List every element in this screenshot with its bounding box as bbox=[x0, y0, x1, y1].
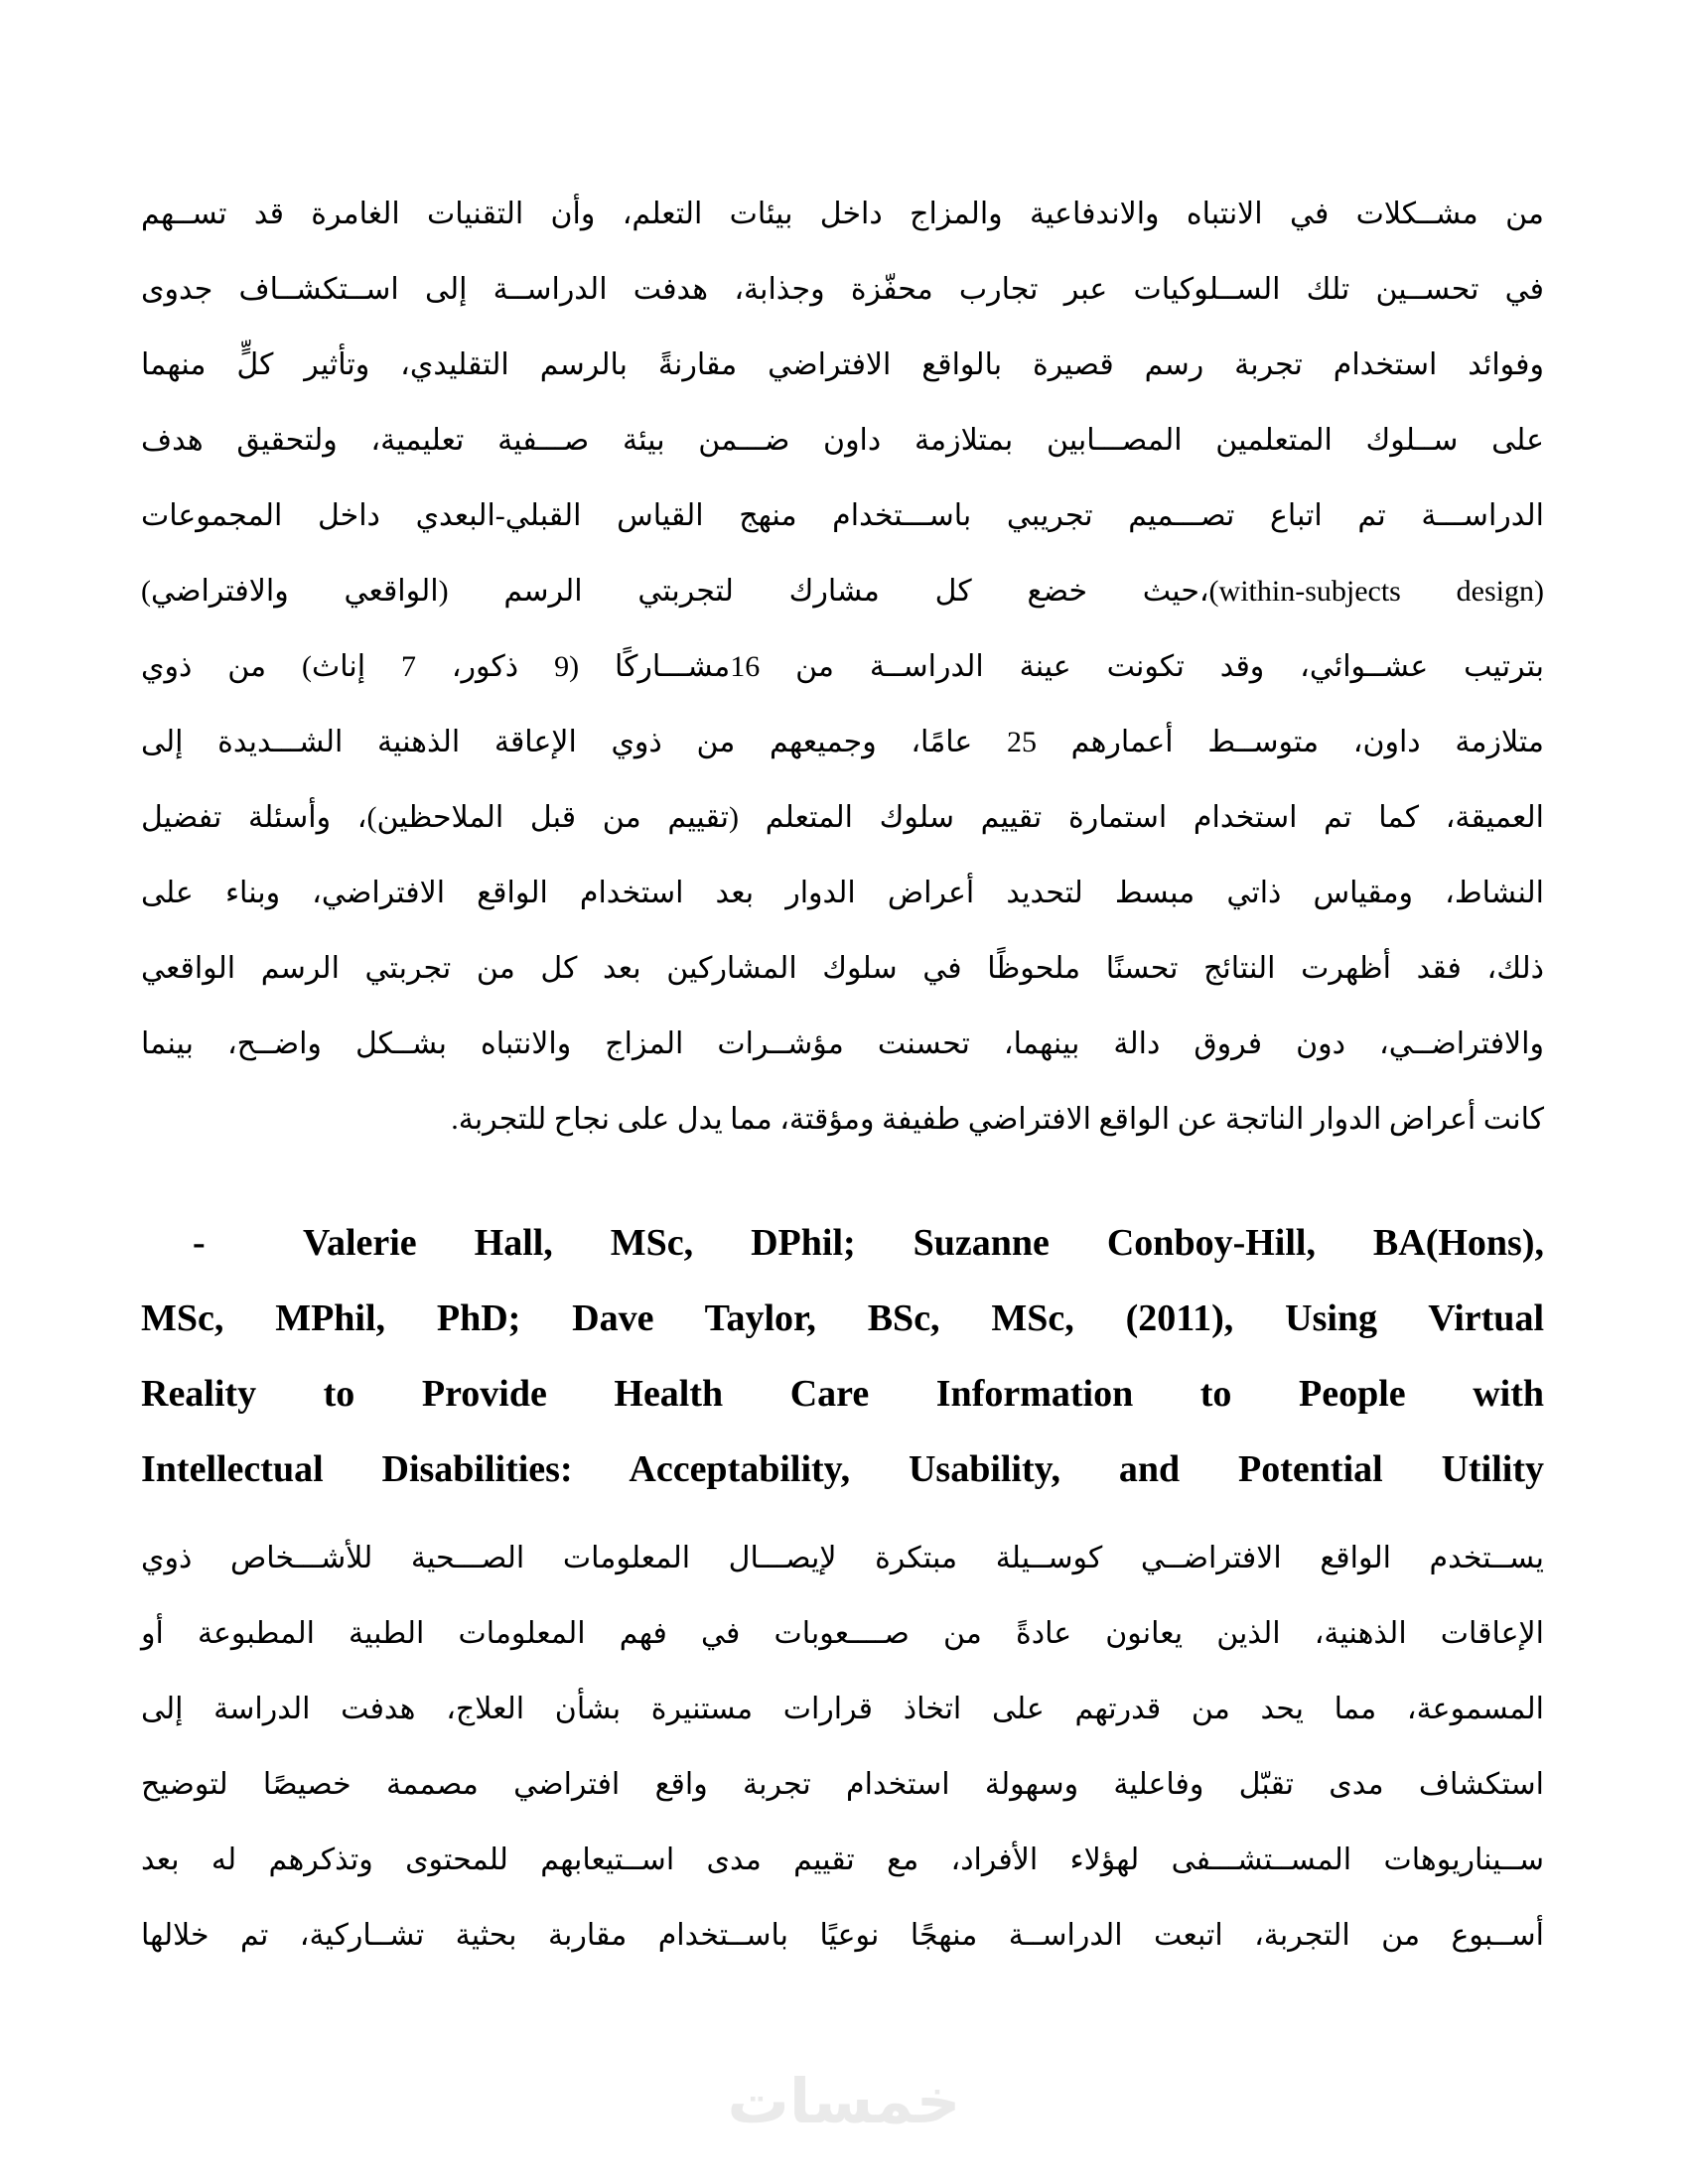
paragraph-line: العميقة، كما تم استخدام استمارة تقييم سلوك المتعلم (تقييم من قبل الملاحظين)، وأسئلة تفضيل bbox=[141, 801, 1544, 834]
citation-line: MSc, MPhil, PhD; Dave Taylor, BSc, MSc, (2011), Using Virtual bbox=[141, 1297, 1544, 1339]
paragraph-line: أســبوع من التجربة، اتبعت الدراســة منهجًا نوعيًا باســتخدام مقاربة بحثية تشــاركية، تم خلالها bbox=[141, 1919, 1544, 1952]
abstract-paragraph-2 bbox=[141, 1521, 1544, 1974]
paragraph-line: كانت أعراض الدوار الناتجة عن الواقع الافتراضي طفيفة ومؤقتة، مما يدل على نجاح للتجربة. bbox=[451, 1103, 1544, 1136]
khamsat-watermark: خمسات bbox=[727, 2065, 961, 2137]
paragraph-line: في تحســين تلك الســلوكيات عبر تجارب محفّزة وجذابة، هدفت الدراســة إلى اســتكشــاف جدوى bbox=[141, 273, 1544, 306]
paragraph-line-within-subjects: (within-subjects design)،حيث خضع كل مشارك لتجربتي الرسم (الواقعي والافتراضي) bbox=[141, 575, 1544, 608]
paragraph-line: بترتيب عشــوائي، وقد تكونت عينة الدراســة من 16مشـــاركًا (9 ذكور، 7 إناث) من ذوي bbox=[141, 650, 1544, 683]
citation-line: Reality to Provide Health Care Information to People with bbox=[141, 1373, 1544, 1415]
paragraph-line: الدراســـة تم اتباع تصـــميم تجريبي باســـتخدام منهج القياس القبلي-البعدي داخل المجموعات bbox=[141, 499, 1544, 532]
paragraph-line: ســيناريوهات المســتشـــفى لهؤلاء الأفراد، مع تقييم مدى اســتيعابهم للمحتوى وتذكرهم له بعد bbox=[141, 1843, 1544, 1876]
paragraph-line: النشاط، ومقياس ذاتي مبسط لتحديد أعراض الدوار بعد استخدام الواقع الافتراضي، وبناء على bbox=[141, 877, 1544, 909]
paragraph-line: من مشــكلات في الانتباه والاندفاعية والمزاج داخل بيئات التعلم، وأن التقنيات الغامرة قد تســهم bbox=[141, 198, 1544, 230]
paragraph-line: وفوائد استخدام تجربة رسم قصيرة بالواقع الافتراضي مقارنةً بالرسم التقليدي، وتأثير كلٍّ منهما bbox=[141, 348, 1544, 381]
citation-line: Intellectual Disabilities: Acceptability, Usability, and Potential Utility bbox=[141, 1448, 1544, 1490]
paragraph-line: والافتراضــي، دون فروق دالة بينهما، تحسنت مؤشــرات المزاج والانتباه بشــكل واضــح، بينما bbox=[141, 1027, 1544, 1060]
paragraph-line: يســتخدم الواقع الافتراضــي كوســيلة مبتكرة لإيصـــال المعلومات الصـــحية للأشـــخاص ذوي bbox=[141, 1542, 1544, 1574]
citation-authors: Valerie Hall, MSc, DPhil; Suzanne Conboy-Hill, BA(Hons), bbox=[303, 1222, 1544, 1264]
paragraph-line: المسموعة، مما يحد من قدرتهم على اتخاذ قرارات مستنيرة بشأن العلاج، هدفت الدراسة إلى bbox=[141, 1693, 1544, 1725]
citation-line bbox=[141, 1205, 1544, 1281]
paragraph-line: متلازمة داون، متوســط أعمارهم 25 عامًا، وجميعهم من ذوي الإعاقة الذهنية الشـــديدة إلى bbox=[141, 726, 1544, 758]
paragraph-line: على ســلوك المتعلمين المصـــابين بمتلازمة داون ضـــمن بيئة صـــفية تعليمية، ولتحقيق هدف bbox=[141, 424, 1544, 457]
paragraph-line: استكشاف مدى تقبّل وفاعلية وسهولة استخدام تجربة واقع افتراضي مصممة خصيصًا لتوضيح bbox=[141, 1768, 1544, 1801]
abstract-paragraph-1 bbox=[141, 177, 1544, 1158]
paragraph-line: الإعاقات الذهنية، الذين يعانون عادةً من صــــعوبات في فهم المعلومات الطبية المطبوعة أو bbox=[141, 1617, 1544, 1650]
citation-block bbox=[141, 1205, 1544, 1507]
paragraph-line: ذلك، فقد أظهرت النتائج تحسنًا ملحوظًا في سلوك المشاركين بعد كل من تجربتي الرسم الواقعي bbox=[141, 952, 1544, 985]
citation-dash: - bbox=[193, 1222, 206, 1264]
